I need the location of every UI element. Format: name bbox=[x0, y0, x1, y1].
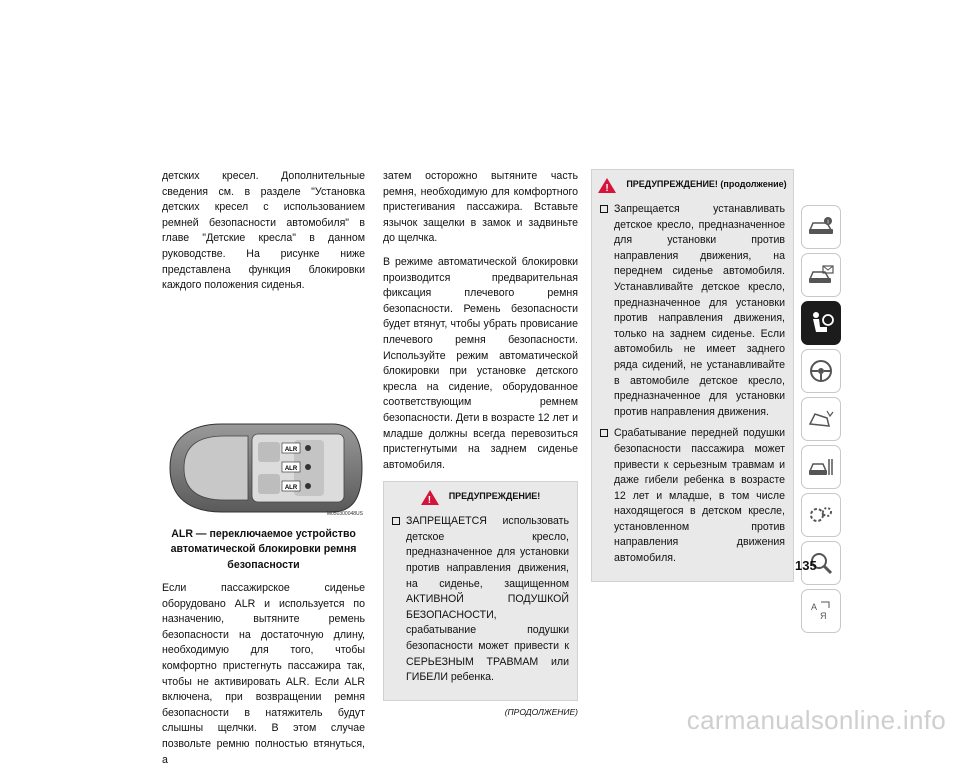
svg-text:ALR: ALR bbox=[284, 446, 298, 453]
svg-text:A: A bbox=[811, 602, 818, 612]
alr-label-2 bbox=[282, 462, 300, 472]
checkbox-bullet-icon bbox=[600, 429, 608, 437]
left-column bbox=[162, 169, 365, 776]
right-column bbox=[591, 169, 794, 582]
middle-column bbox=[383, 169, 578, 720]
language-icon bbox=[807, 599, 835, 623]
tab-gears[interactable] bbox=[801, 493, 841, 537]
warning-item: Запрещается устанавливать детское кресло, предназначенное для установки против направления движения, на переднем сиденье автомобиля. Устанавливайте детское кресло, предназначенное для установки против направления движения, только на заднем сиденье. Если автомобиль не имеет заднего ряда сидений, не устанавливайте в автомобиле детское кресло, предназначенное для установки против направления движения. bbox=[600, 202, 785, 420]
svg-text:Я: Я bbox=[820, 611, 827, 621]
warning-triangle-icon bbox=[598, 178, 616, 193]
warning-header bbox=[384, 482, 577, 512]
tab-steering[interactable] bbox=[801, 349, 841, 393]
page-number: 135 bbox=[795, 558, 817, 573]
continuation-paragraph: затем осторожно вытяните часть ремня, необходимую для комфортного пристегивания пассажира. Вставьте язычок защелки в замок и задвиньте до щелчка. bbox=[383, 170, 578, 245]
intro-paragraph: детских кресел. Дополнительные сведения см. в разделе "Установка детских кресел с использованием ремней безопасности автомобиля" в главе "Детские кресла" в данном руководстве. На рисунке ниже представлена функция блокировки каждого положения сиденья. bbox=[162, 170, 365, 292]
warning-box-continued bbox=[591, 169, 794, 582]
alr-label-1 bbox=[282, 443, 300, 453]
car-info-icon bbox=[807, 216, 835, 238]
tab-seat-airbag[interactable] bbox=[801, 301, 841, 345]
warning-header bbox=[592, 170, 793, 200]
svg-text:ALR: ALR bbox=[284, 465, 298, 472]
car-crash-icon bbox=[807, 408, 835, 430]
figure-code: M050300048US bbox=[326, 511, 363, 518]
warning-title: ПРЕДУПРЕЖДЕНИЕ! bbox=[448, 491, 541, 502]
warning-item: ЗАПРЕЩАЕТСЯ использовать детское кресло, предназначенное для установки против направления движения, на сиденье, защищенном АКТИВНОЙ ПОДУШКОЙ БЕЗОПАСНОСТИ, срабатывание подушки безопасности может привести к СЕРЬЕЗНЫМ ТРАВМАМ или ГИБЕЛИ ребенка. bbox=[392, 514, 569, 686]
warning-item: Срабатывание передней подушки безопасности пассажира может привести к серьезным травмам и даже гибели ребенка в возрасте 12 лет и младше, в том числе находящегося в детском кресле, установленном против направления движения автомобиля. bbox=[600, 426, 785, 566]
warning-box bbox=[383, 481, 578, 701]
continued-label: (ПРОДОЛЖЕНИЕ) bbox=[504, 706, 578, 717]
svg-text:ALR: ALR bbox=[284, 484, 298, 491]
warning-triangle-icon bbox=[421, 490, 439, 505]
seat-airbag-icon bbox=[807, 310, 835, 336]
alr-body-paragraph: Если пассажирское сиденье оборудовано ALR и используется по назначению, вытяните ремень безопасности на достаточную длину, необходимую для того, чтобы комфортно пристегнуть пассажира так, чтобы не активировать ALR. Если ALR включена, при возвращении ремня безопасности в натяжитель будут слышны щелчки. В этом случае позвольте ремню полностью втянуться, а bbox=[162, 581, 365, 766]
warning-body bbox=[592, 200, 793, 581]
gears-icon bbox=[807, 503, 835, 527]
steering-wheel-icon bbox=[808, 358, 834, 384]
tab-car-mail[interactable] bbox=[801, 253, 841, 297]
tab-car-tools[interactable] bbox=[801, 445, 841, 489]
alr-label-3 bbox=[282, 481, 300, 491]
car-alr-figure bbox=[162, 416, 365, 521]
watermark-text: carmanualsonline.info bbox=[686, 705, 946, 735]
figure-caption: ALR — переключаемое устройство автоматической блокировки ремня безопасности bbox=[170, 527, 357, 571]
checkbox-bullet-icon bbox=[392, 517, 400, 525]
warning-body bbox=[384, 512, 577, 700]
tab-car-crash[interactable] bbox=[801, 397, 841, 441]
svg-text:i: i bbox=[827, 219, 829, 226]
car-top-view-illustration bbox=[162, 416, 365, 521]
auto-lock-paragraph: В режиме автоматической блокировки производится предварительная фиксация плечевого ремня безопасности. Ремень безопасности будет втянут, чтобы убрать провисание плечевого ремня безопасности. Используйте режим автоматической блокировки при установке детского кресла на сидение, оборудованное соответствующим ремнем безопасности. Дети в возрасте 12 лет и младше должны всегда перевозиться пристегнутыми на заднем сиденье автомобиля. bbox=[383, 255, 578, 471]
checkbox-bullet-icon bbox=[600, 205, 608, 213]
car-mail-icon bbox=[807, 264, 835, 286]
warning-title: ПРЕДУПРЕЖДЕНИЕ! (продолжение) bbox=[626, 179, 787, 190]
car-tools-icon bbox=[807, 456, 835, 478]
tab-language[interactable] bbox=[801, 589, 841, 633]
tab-car-info[interactable] bbox=[801, 205, 841, 249]
